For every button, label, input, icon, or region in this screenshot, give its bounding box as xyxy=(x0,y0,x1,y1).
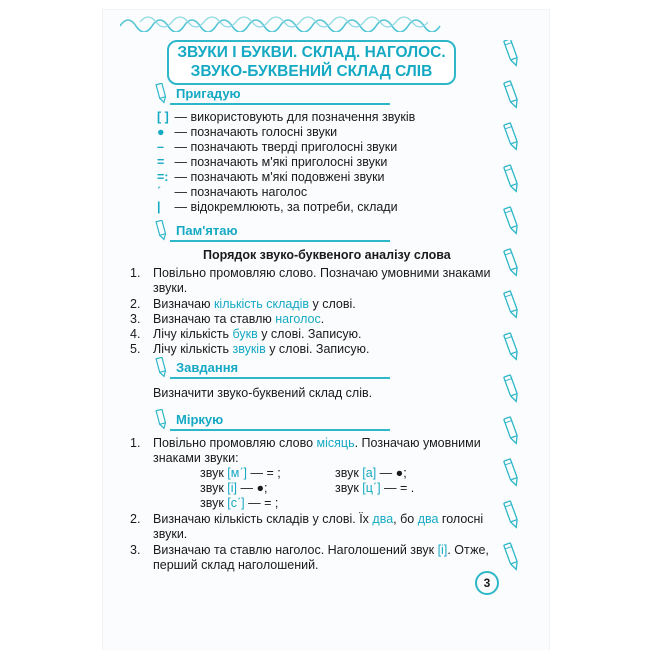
list-item: звуки. xyxy=(153,281,188,295)
list-item: Визначаю та ставлю наголос. Наголошений звук [і]. Отже, xyxy=(153,543,489,557)
pencil-border-icon xyxy=(497,40,527,580)
title-line-1: ЗВУКИ І БУКВИ. СКЛАД. НАГОЛОС. xyxy=(177,44,446,61)
list-item: Лічу кількість букв у слові. Записую. xyxy=(153,327,362,341)
section-task-label: Завдання xyxy=(176,360,239,375)
pencil-icon xyxy=(152,409,166,431)
list-item: Повільно промовляю слово місяць. Позначаю умовними xyxy=(153,436,481,450)
sound-row: звук [цˊ] — = . xyxy=(335,481,415,495)
sound-row: звук [сˊ] — = ; xyxy=(200,496,279,510)
list-number: 2. xyxy=(130,512,141,526)
sound-row: звук [і] — ●; xyxy=(200,481,268,495)
section-divider xyxy=(170,103,390,105)
section-divider xyxy=(170,429,390,431)
legend-item: | — відокремлюють, за потреби, склади xyxy=(157,200,398,214)
legend-item: – — позначають тверді приголосні звуки xyxy=(157,140,398,154)
list-number: 4. xyxy=(130,327,141,341)
legend-item: ● — позначають голосні звуки xyxy=(157,125,338,139)
section-think-label: Міркую xyxy=(176,412,224,427)
legend-item: =: — позначають м'які подовжені звуки xyxy=(157,170,385,184)
section-divider xyxy=(170,377,390,379)
list-number: 3. xyxy=(130,312,141,326)
list-number: 1. xyxy=(130,266,141,280)
list-item: Повільно промовляю слово. Позначаю умовними знаками xyxy=(153,266,491,280)
list-item: Визначаю кількість складів у слові. xyxy=(153,297,356,311)
sound-row: звук [а] — ●; xyxy=(335,466,407,480)
legend-item: [ ] — використовують для позначення звуків xyxy=(157,110,416,124)
list-item: перший склад наголошений. xyxy=(153,558,319,572)
page-title xyxy=(167,40,456,85)
section-divider xyxy=(170,240,390,242)
memo-heading: Порядок звуко-буквеного аналізу слова xyxy=(203,248,451,262)
title-line-2: ЗВУКО-БУКВЕНИЙ СКЛАД СЛІВ xyxy=(190,63,433,80)
legend-item: ˊ — позначають наголос xyxy=(157,185,308,199)
list-item: Лічу кількість звуків у слові. Записую. xyxy=(153,342,370,356)
list-item: звуки. xyxy=(153,527,188,541)
list-item: знаками звуки: xyxy=(153,451,239,465)
pencil-icon xyxy=(152,220,166,242)
list-item: Визначаю кількість складів у слові. Їх два, бо два голосні xyxy=(153,512,484,526)
list-number: 3. xyxy=(130,543,141,557)
sound-row: звук [мˊ] — = ; xyxy=(200,466,281,480)
list-item: Визначаю та ставлю наголос. xyxy=(153,312,325,326)
section-remember-label: Пригадую xyxy=(176,86,241,101)
decorative-squiggle xyxy=(120,12,450,32)
pencil-icon xyxy=(152,83,166,105)
list-number: 1. xyxy=(130,436,141,450)
list-number: 2. xyxy=(130,297,141,311)
legend-item: = — позначають м'які приголосні звуки xyxy=(157,155,388,169)
section-memo-label: Пам'ятаю xyxy=(176,223,238,238)
pencil-icon xyxy=(152,357,166,379)
task-text: Визначити звуко-буквений склад слів. xyxy=(153,386,373,400)
page-number: 3 xyxy=(475,571,499,595)
list-number: 5. xyxy=(130,342,141,356)
